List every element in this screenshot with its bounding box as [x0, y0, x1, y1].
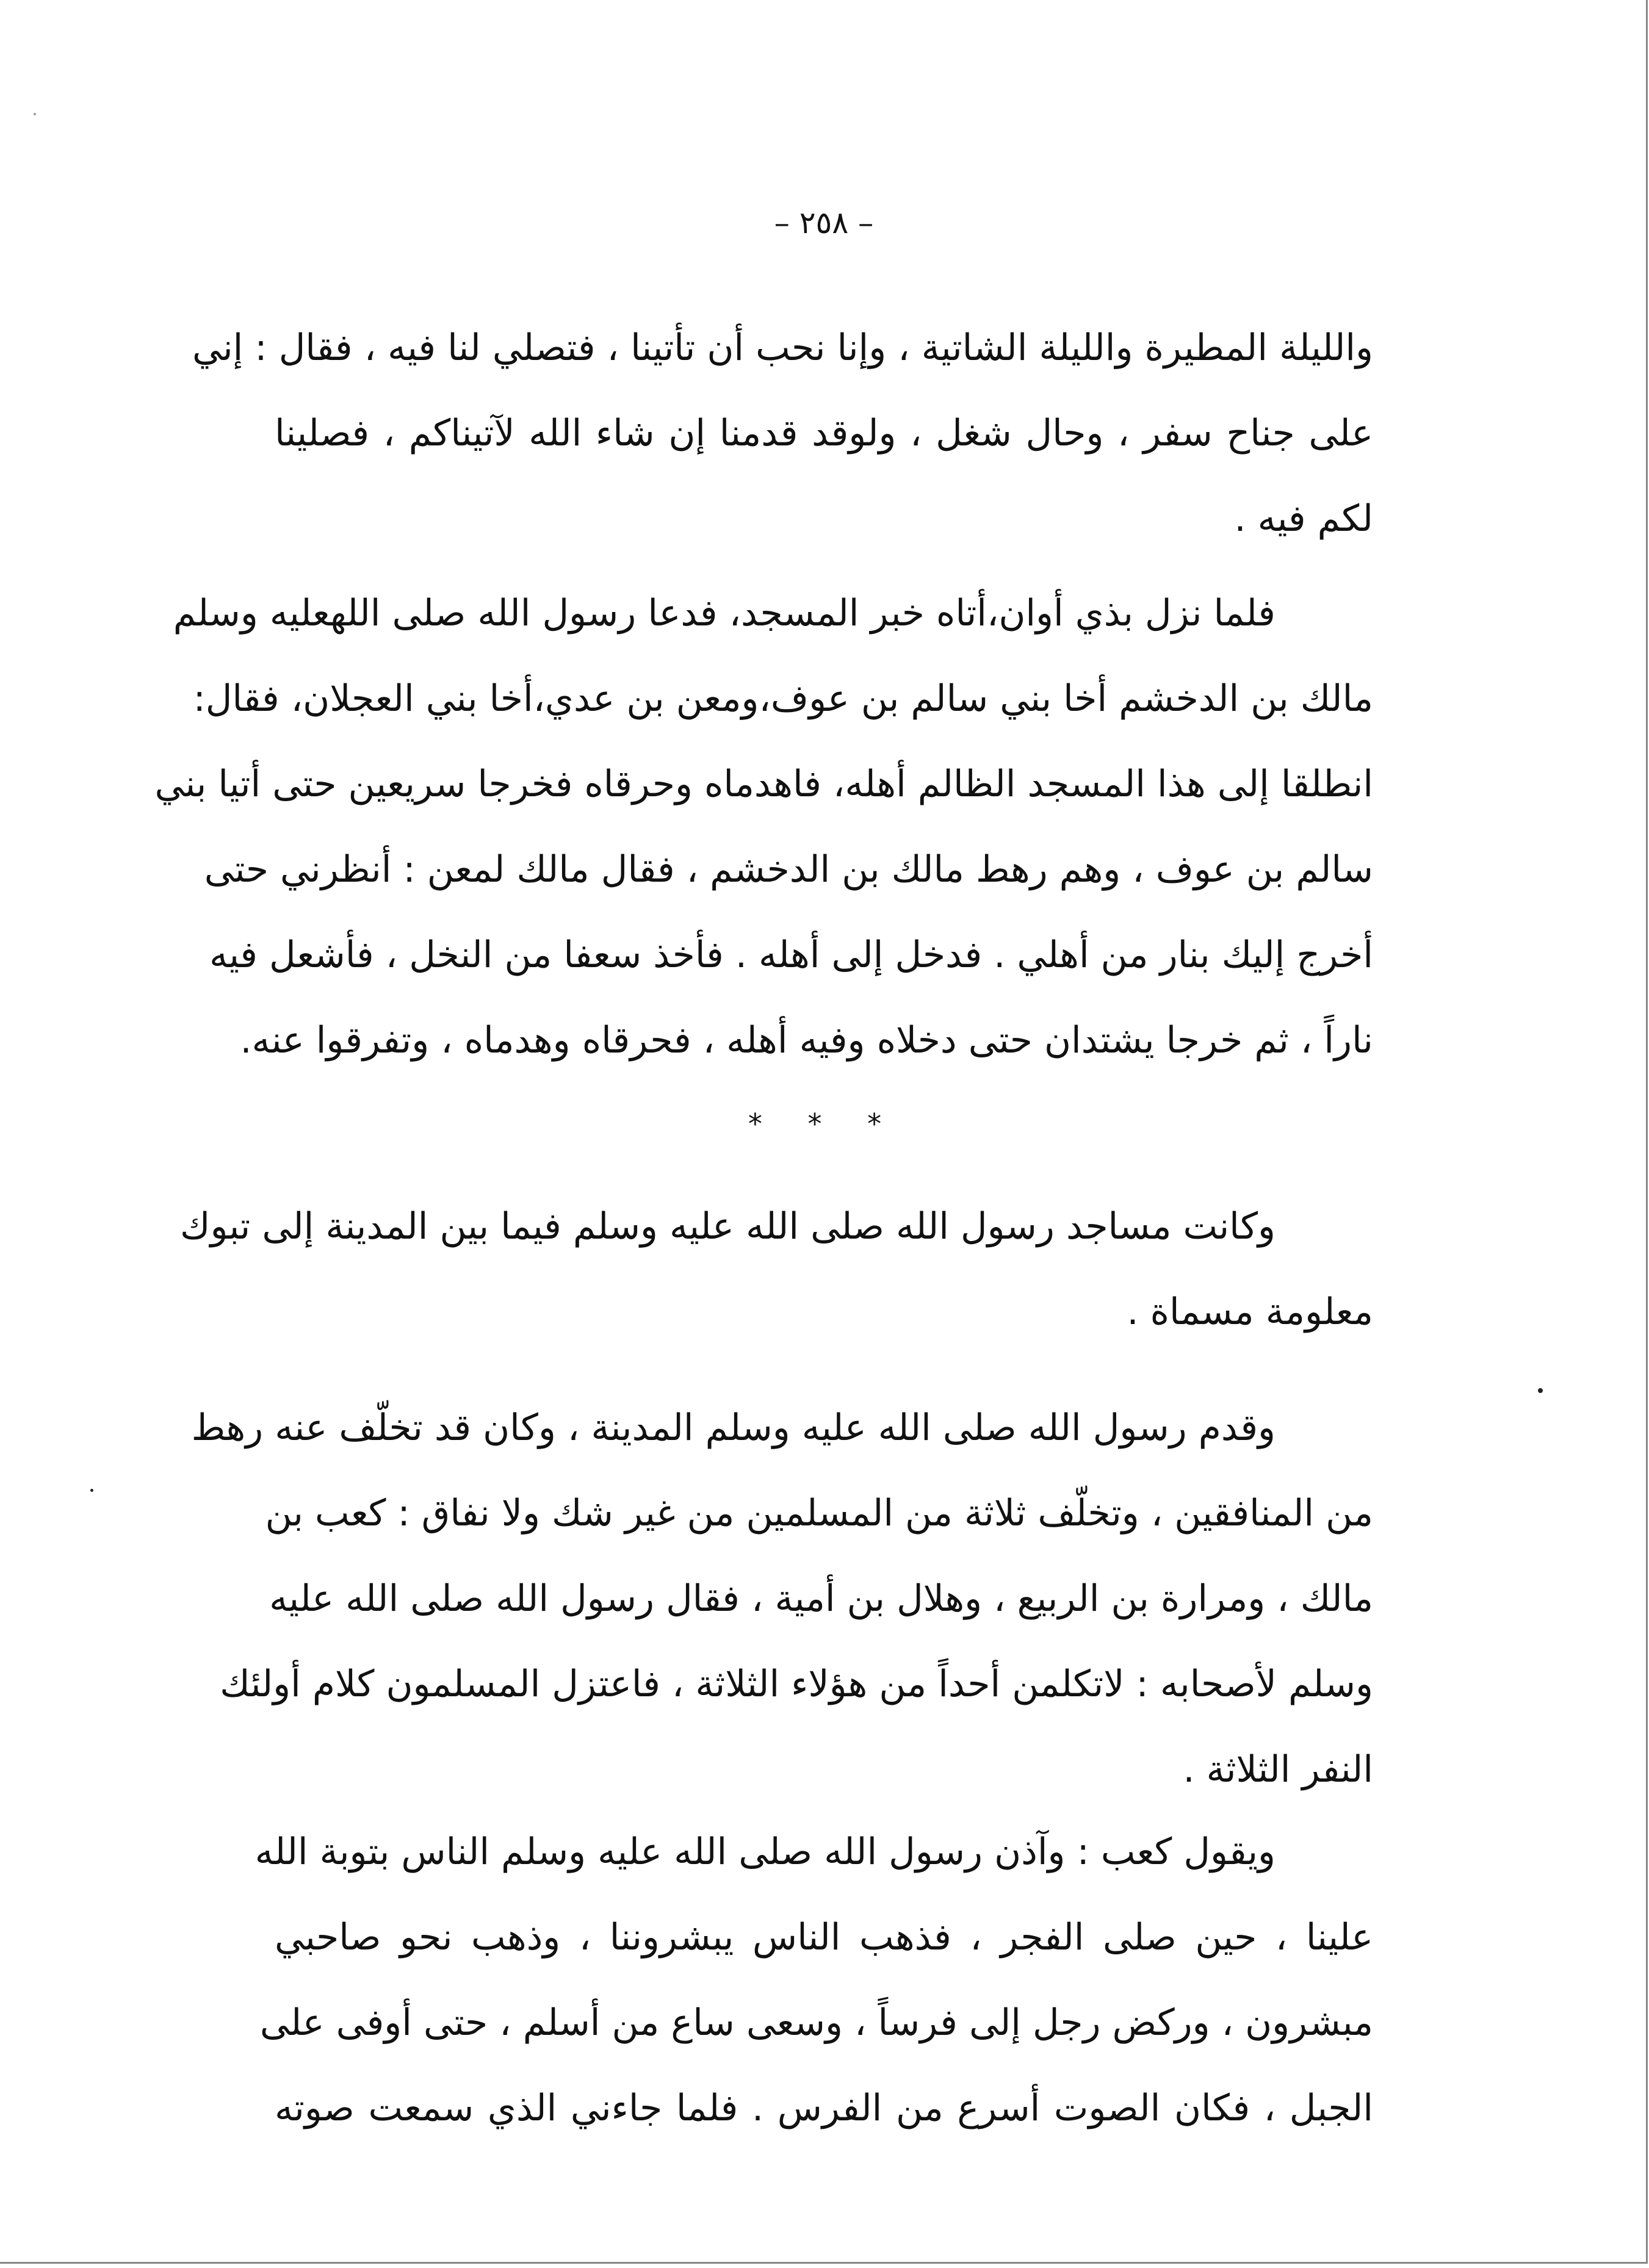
text-line: وقدم رسول الله صلى الله عليه وسلم المدينة ، وكان قد تخلّف عنه رهط [191, 1406, 1276, 1449]
text-line: ويقول كعب : وآذن رسول الله صلى الله عليه وسلم الناس بتوبة الله [254, 1831, 1276, 1873]
paragraph-1 [192, 305, 1373, 561]
page-number: – ٢٥٨ – [774, 205, 874, 240]
scan-speck [1538, 1388, 1543, 1393]
text-line: مالك بن الدخشم أخا بني سالم بن عوف،ومعن بن عدي،أخا بني العجلان، فقال: [193, 677, 1373, 720]
paragraph-5 [254, 1809, 1373, 2151]
paragraph-4 [191, 1385, 1373, 1812]
section-separator: * * * [748, 1107, 900, 1140]
text-line: لكم فيه . [1234, 497, 1373, 540]
text-line: علينا ، حين صلى الفجر ، فذهب الناس يبشروننا ، وذهب نحو صاحبي [275, 1916, 1373, 1959]
scan-speck [90, 1489, 93, 1492]
text-line: فلما نزل بذي أوان،أتاه خبر المسجد، فدعا رسول الله صلى اللهعليه وسلم [173, 592, 1276, 635]
text-line: وسلم لأصحابه : لاتكلمن أحداً من هؤلاء الثلاثة ، فاعتزل المسلمون كلام أولئك [220, 1663, 1373, 1705]
paragraph-2 [154, 571, 1373, 1083]
text-line: وكانت مساجد رسول الله صلى الله عليه وسلم فيما بين المدينة إلى تبوك [180, 1205, 1276, 1248]
text-line: من المنافقين ، وتخلّف ثلاثة من المسلمين من غير شك ولا نفاق : كعب بن [265, 1492, 1373, 1535]
text-line: على جناح سفر ، وحال شغل ، ولوقد قدمنا إن شاء الله لآتيناكم ، فصلينا [275, 412, 1373, 455]
text-line: الجبل ، فكان الصوت أسرع من الفرس . فلما جاءني الذي سمعت صوته [275, 2087, 1373, 2129]
text-line: ناراً ، ثم خرجا يشتدان حتى دخلاه وفيه أهله ، فحرقاه وهدماه ، وتفرقوا عنه. [240, 1019, 1373, 1062]
text-line: مالك ، ومرارة بن الربيع ، وهلال بن أمية ، فقال رسول الله صلى الله عليه [269, 1577, 1373, 1620]
text-line: النفر الثلاثة . [1183, 1748, 1373, 1791]
paragraph-3 [180, 1184, 1373, 1355]
text-line: مبشرون ، وركض رجل إلى فرساً ، وسعى ساع من أسلم ، حتى أوفى على [259, 2001, 1373, 2044]
text-line: أخرج إليك بنار من أهلي . فدخل إلى أهله . فأخذ سعفا من النخل ، فأشعل فيه [209, 934, 1373, 976]
scan-speck [34, 113, 36, 115]
text-line: سالم بن عوف ، وهم رهط مالك بن الدخشم ، فقال مالك لمعن : أنظرني حتى [204, 848, 1373, 891]
text-line: والليلة المطيرة والليلة الشاتية ، وإنا نحب أن تأتينا ، فتصلي لنا فيه ، فقال : إني [192, 326, 1373, 369]
text-line: معلومة مسماة . [1127, 1291, 1373, 1333]
text-line: انطلقا إلى هذا المسجد الظالم أهله، فاهدماه وحرقاه فخرجا سريعين حتى أتيا بني [154, 763, 1373, 805]
